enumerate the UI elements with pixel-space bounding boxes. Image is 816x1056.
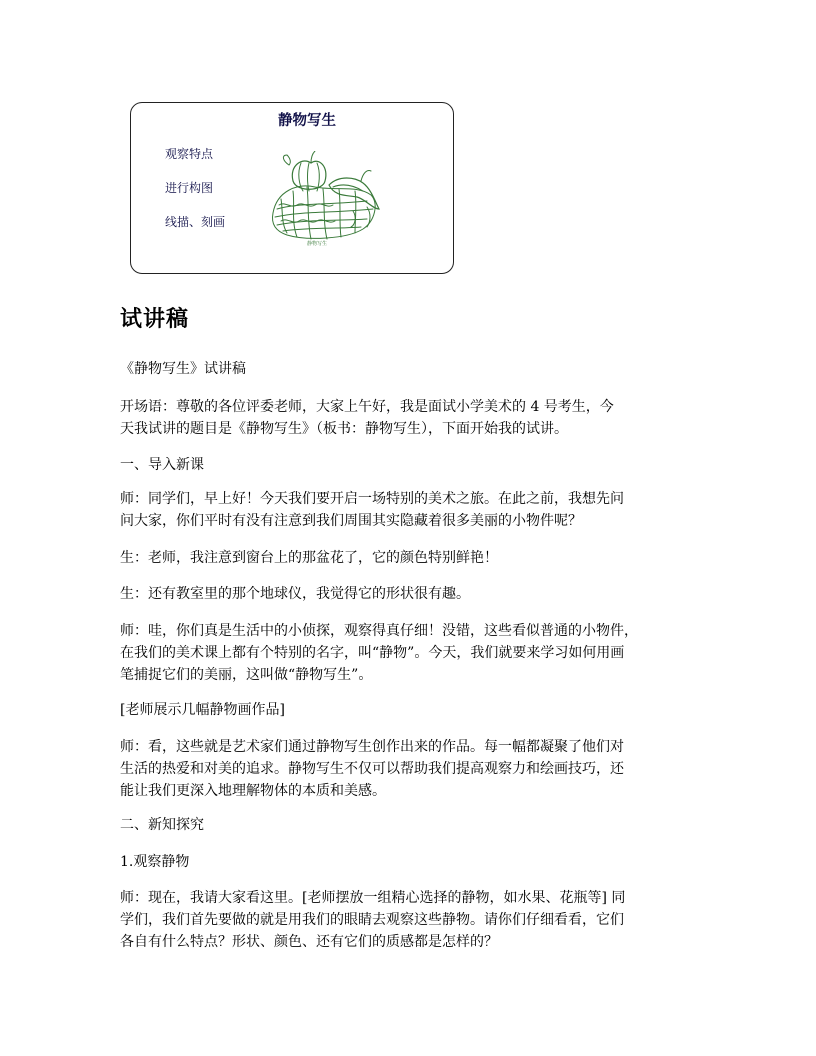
board-item-compose: 进行构图 [165,181,214,195]
paragraph-10: 二、新知探究 [120,817,204,833]
document-heading: 试讲稿 [120,307,190,332]
paragraph-9: 师：看，这些就是艺术家们通过静物写生创作出来的作品。每一幅都凝聚了他们对 生活的热爱和对美的追求。静物写生不仅可以帮助我们提高观察力和绘画技巧，还 能让我们更深入地理解物体的本质和美感。 [120,739,624,799]
paragraph-7: 师：哇，你们真是生活中的小侦探，观察得真仔细！没错，这些看似普通的小物件， 在我们的美术课上都有个特别的名字，叫“静物”。今天，我们就要来学习如何用画 笔捕捉它们的美丽，这叫做“静物写生”。 [120,623,638,683]
paragraph-1: 《静物写生》试讲稿 [120,361,246,377]
paragraph-4: 师：同学们，早上好！今天我们要开启一场特别的美术之旅。在此之前，我想先问 问大家，你们平时有没有注意到我们周围其实隐藏着很多美丽的小物件呢？ [120,491,624,529]
blackboard-panel [130,102,454,274]
paragraph-6: 生：还有教室里的那个地球仪，我觉得它的形状很有趣。 [120,586,470,602]
paragraph-2: 开场语：尊敬的各位评委老师，大家上午好，我是面试小学美术的 4 号考生，今 天我试讲的题目是《静物写生》（板书：静物写生），下面开始我的试讲。 [120,399,614,437]
paragraph-3: 一、导入新课 [120,457,204,473]
board-item-observe: 观察特点 [165,147,214,161]
paragraph-11: 1.观察静物 [120,854,190,870]
paragraph-12: 师：现在，我请大家看这里。[老师摆放一组精心选择的静物，如水果、花瓶等] 同 学们，我们首先要做的就是用我们的眼睛去观察这些静物。请你们仔细看看，它们 各自有什么特点？形状、颜色、还有它们的质感都是怎样的？ [120,890,626,950]
paragraph-8: [老师展示几幅静物画作品] [120,702,285,718]
paragraph-5: 生：老师，我注意到窗台上的那盆花了，它的颜色特别鲜艳！ [120,550,498,566]
still-life-sketch-image [267,151,383,247]
board-title: 静物写生 [278,113,336,129]
svg-text:静物写生: 静物写生 [307,241,328,247]
board-item-draw: 线描、刻画 [165,215,226,229]
